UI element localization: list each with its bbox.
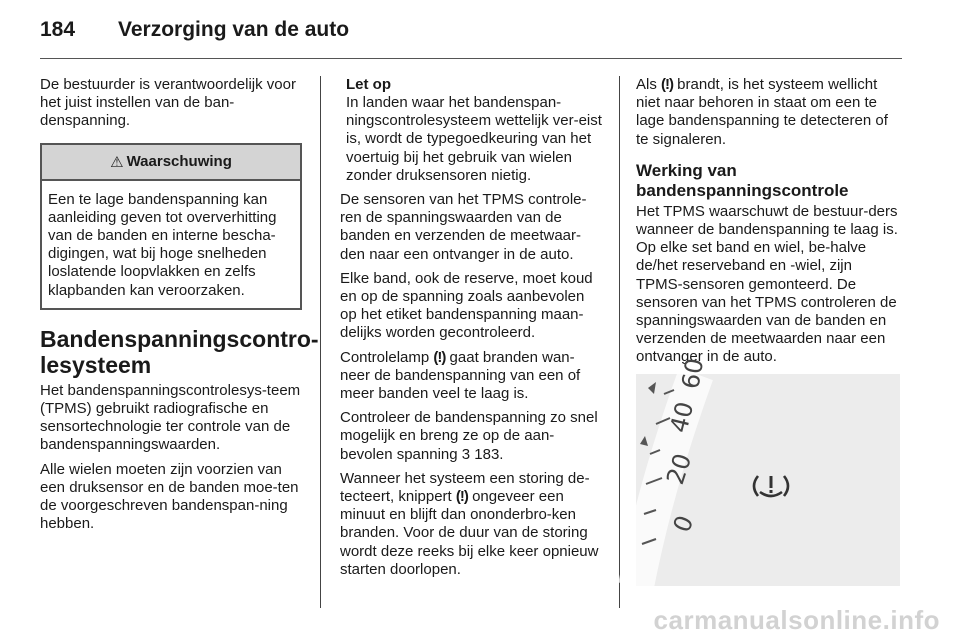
warning-body (42, 181, 300, 308)
chapter-title: Verzorging van de auto (118, 18, 350, 41)
paragraph: Elke band, ook de reserve, moet koud en op de spanning zoals aanbevolen op het etiket bandenspanning maan-delijks worden gecontroleerd. (340, 269, 593, 342)
subsection-heading: Werking van bandenspanningscontrole (636, 160, 849, 200)
paragraph: Alle wielen moeten zijn voorzien van een druksensor en de banden moe-ten de voorgeschreven bandenspan-ning hebben. (40, 460, 299, 533)
text-run: Wanneer het systeem een storing de-tecteert, knippert (340, 469, 590, 506)
text-run: brandt, is het systeem wellicht niet naar behoren in staat om een te lage bandenspanning te detecteren of te signaleren. (636, 76, 888, 148)
column-divider (619, 76, 620, 608)
paragraph: De sensoren van het TPMS controle-ren de spanningswaarden van de banden en verzenden de meetwaar-den naar een ontvanger in de auto. (340, 191, 587, 263)
column-divider (320, 76, 321, 608)
paragraph: Het TPMS waarschuwt de bestuur-ders wanneer de bandenspanning te laag is. Op elke set band en wiel, be-halve de/het reserveband en -wiel, zijn TPMS-sensoren gemonteerd. De sensoren van het TPMS controleren de spanningswaarden van de banden en verzenden de meetwaarden naar een ontvanger in de auto. (636, 202, 898, 366)
warning-text: Een te lage bandenspanning kan aanleiding geven tot oververhitting van de banden en interne bescha-digingen, wat bij hoge snelheden loslatende loopvlakken en zelfs klapbanden kan veroorzaken. (48, 190, 277, 299)
page-reference[interactable]: 183. (470, 445, 504, 463)
paragraph (340, 409, 604, 464)
column-middle (340, 76, 604, 585)
tpms-warning-icon: (!) (433, 348, 446, 366)
tpms-warning-icon: (!) (455, 488, 468, 506)
paragraph (340, 349, 604, 404)
gauge-label-40: 40 (664, 399, 700, 436)
column-left (40, 76, 319, 539)
text-run: gaat branden wan-neer de bandenspanning van een of meer banden veel te laag is. (340, 348, 581, 403)
section-heading: Bandenspanningscontro-lesysteem (40, 325, 319, 378)
page-reference-icon[interactable]: 3 (461, 445, 471, 463)
gauge-label-20: 20 (661, 450, 698, 488)
paragraph: Het bandenspanningscontrolesys-teem (TPMS) gebruikt radiografische en sensortechnologie ter controle van de bandenspanningswaarden. (40, 381, 301, 454)
speedometer-svg (636, 356, 900, 586)
warning-triangle-icon: ⚠ (110, 153, 124, 171)
paragraph (636, 76, 902, 149)
warning-title: Waarschuwing (126, 153, 232, 171)
text-run: Controlelamp (340, 348, 434, 366)
column-right (636, 76, 902, 373)
tpms-warning-icon: (!) (661, 76, 674, 93)
paragraph (340, 470, 604, 579)
text-run: Controleer de bandenspanning zo snel mogelijk en breng ze op de aan-bevolen spanning (340, 409, 598, 463)
header-rule (40, 58, 902, 59)
speedometer-illustration (636, 356, 900, 586)
tpms-warning-icon (754, 476, 788, 496)
watermark: carmanualsonline.info (653, 605, 940, 635)
warning-header (42, 145, 300, 181)
intro-paragraph: De bestuurder is verantwoordelijk voor het juist instellen van de ban-denspanning. (40, 76, 296, 130)
page-number: 184 (40, 18, 76, 41)
needle-marker (640, 436, 648, 446)
text-run: ongeveer een minuut en blijft dan ononderbro-ken branden. Voor de duur van de storing wordt deze reeks bij elke keer opnieuw starten doorlopen. (340, 488, 599, 578)
note-body: In landen waar het bandenspan-ningscontrolesysteem wettelijk ver-eist is, wordt de typegoedkeuring van het voertuig bij het gebruik van wielen zonder druksensoren nietig. (346, 94, 602, 184)
needle-marker (648, 382, 656, 394)
gauge-label-60: 60 (676, 356, 710, 392)
note-label: Let op (346, 76, 391, 93)
warning-box (40, 143, 302, 310)
text-run: Als (636, 76, 662, 93)
gauge-label-0: 0 (667, 511, 700, 537)
